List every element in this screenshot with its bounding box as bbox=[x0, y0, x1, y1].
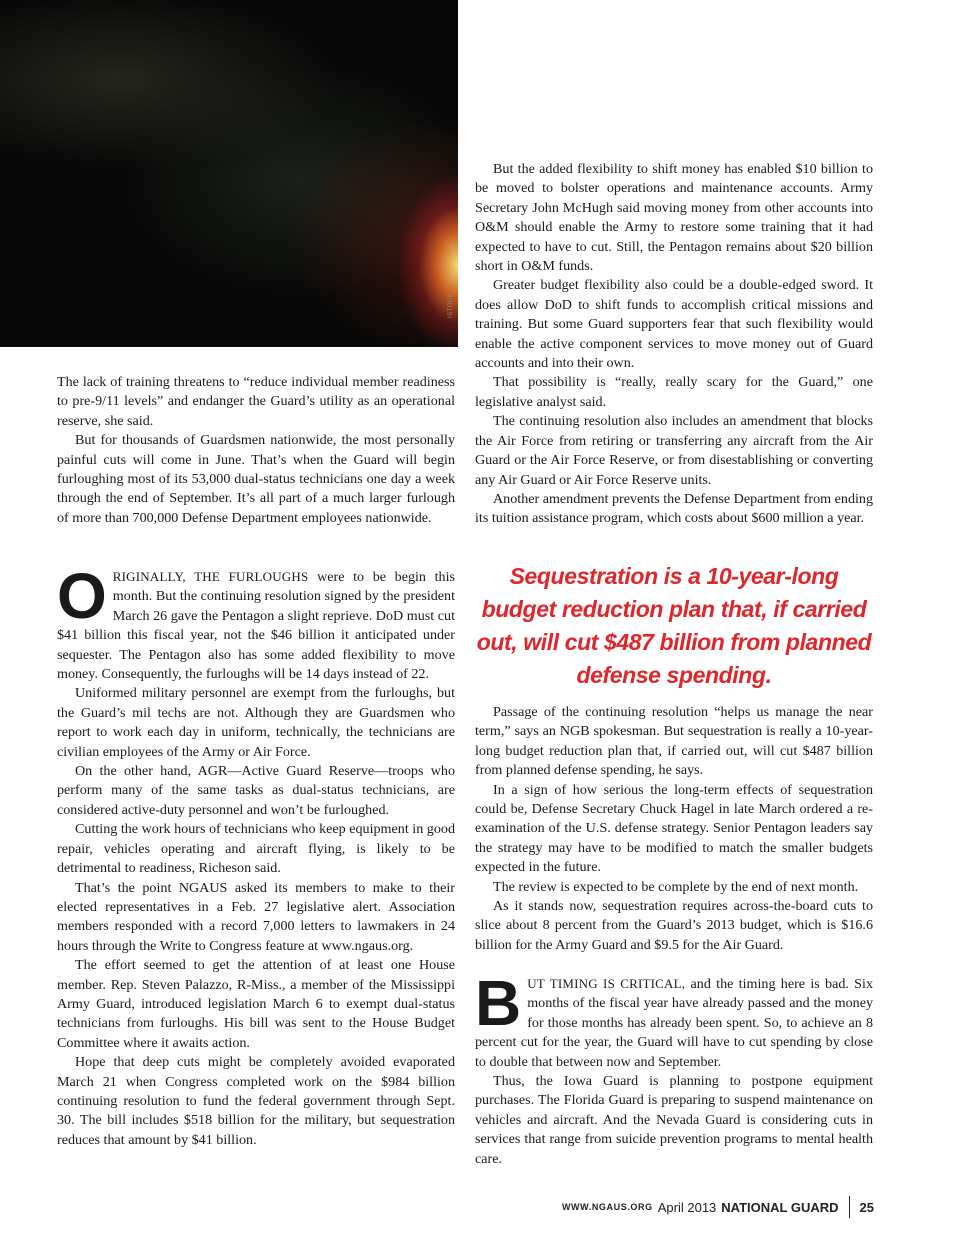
paragraph: On the other hand, AGR—Active Guard Reserve—troops who perform many of the same tasks as dual-status technicians, are considered active-duty personnel and won’t be furloughed. bbox=[57, 763, 455, 818]
paragraph: In a sign of how serious the long-term effects of sequestration could be, Defense Secretary Chuck Hagel in late March ordered a re-examination of the U.S. defense strategy. Senior Pentagon leaders say the strategy may have to be modified to match the smaller budgets expected in the future. bbox=[475, 781, 873, 876]
dropcap-b: B bbox=[475, 967, 522, 1039]
right-column-middle bbox=[475, 703, 873, 955]
dropcap-o: O bbox=[57, 560, 107, 632]
footer-magazine-name: NATIONAL GUARD bbox=[721, 1199, 839, 1215]
footer-divider bbox=[849, 1196, 850, 1218]
lead-in-text: were to be begin this month. But the continuing resolution signed by the president March 26 gave the Pentagon a slight reprieve. DoD must cut $41 billion this fiscal year, not the $46 billion it anticipated under sequester. The Pentagon also has some added flexibility to move money. Consequently, the furloughs will be 14 days instead of 22. bbox=[57, 569, 455, 683]
night-lights-photo bbox=[0, 0, 458, 347]
paragraph: Uniformed military personnel are exempt from the furloughs, but the Guard’s mil techs are not. Although they are Guardsmen who report to work each day in uniform, technically, the technicians are civilian employees of the Army or Air Force. bbox=[57, 685, 455, 760]
page-footer bbox=[562, 1196, 874, 1218]
paragraph: Hope that deep cuts might be completely avoided evaporated March 21 when Congress completed work on the $984 billion continuing resolution to fund the federal government through Sept. 30. The bill includes $518 billion for the military, but sequestration reduces that amount by $41 billion. bbox=[57, 1054, 455, 1148]
left-column-intro bbox=[57, 373, 455, 528]
paragraph: But for thousands of Guardsmen nationwide, the most personally painful cuts will come in June. That’s when the Guard will begin furloughing most of its 53,000 dual-status technicians one day a week through the end of September. It’s all part of a much larger furlough of more than 700,000 Defense Department employees nationwide. bbox=[57, 432, 455, 526]
paragraph: The effort seemed to get the attention of at least one House member. Rep. Steven Palazzo, R-Miss., a member of the Mississippi Army Guard, introduced legislation March 6 to exempt dual-status technicians from furloughs. His bill was sent to the House Budget Committee where it awaits action. bbox=[57, 957, 455, 1051]
lead-in-text: and the timing here is bad. Six months of the fiscal year have already passed and the money for those months has already been spent. So, to achieve an 8 percent cut for the year, the Guard will have to cut spending by close to double that between now and September. bbox=[475, 976, 873, 1070]
lead-in-smallcaps: RIGINALLY, THE FURLOUGHS bbox=[112, 569, 309, 584]
paragraph: Thus, the Iowa Guard is planning to postpone equipment purchases. The Florida Guard is preparing to suspend maintenance on vehicles and aircraft. And the Nevada Guard is considering cuts in services that range from suicide prevention programs to mental health care. bbox=[475, 1073, 873, 1167]
photo-credit: ISTOCK bbox=[448, 292, 454, 318]
section-lead-paragraph bbox=[475, 967, 873, 1072]
paragraph: Cutting the work hours of technicians who keep equipment in good repair, vehicles operating and aircraft flying, is likely to be detrimental to readiness, Richeson said. bbox=[57, 821, 455, 877]
paragraph: Greater budget flexibility also could be a double-edged sword. It does allow DoD to shift funds to accomplish critical missions and training. But some Guard supporters fear that such flexibility would enable the active component services to move money out of Guard accounts and into their own. bbox=[475, 277, 873, 372]
paragraph: Another amendment prevents the Defense Department from ending its tuition assistance program, which costs about $600 million a year. bbox=[475, 490, 874, 527]
paragraph: Passage of the continuing resolution “helps us manage the near term,” says an NGB spokesman. But sequestration is really a 10-year-long budget reduction plan that, if carried out, will cut $487 billion from planned defense spending, he says. bbox=[475, 704, 873, 779]
left-column-section bbox=[57, 560, 455, 1150]
paragraph: But the added flexibility to shift money has enabled $10 billion to be moved to bolster operations and maintenance accounts. Army Secretary John McHugh said moving money from other accounts into O&M should enable the Army to restore some training that it had expected to have to cut. Still, the Pentagon remains about $20 billion short in O&M funds. bbox=[475, 161, 873, 275]
paragraph: The review is expected to be complete by the end of next month. bbox=[493, 878, 859, 895]
pull-quote: Sequestration is a 10-year-long budget reduction plan that, if carried out, will cut $487 billion from planned defense spending. bbox=[476, 563, 872, 688]
section-lead-paragraph bbox=[57, 560, 455, 684]
paragraph: As it stands now, sequestration requires across-the-board cuts to slice about 8 percent from the Guard’s 2013 budget, which is $16.6 billion for the Army Guard and $9.5 for the Air Guard. bbox=[475, 898, 873, 953]
footer-url: WWW.NGAUS.ORG bbox=[561, 1202, 653, 1212]
paragraph: The lack of training threatens to “reduce individual member readiness to pre-9/11 levels” and endanger the Guard’s utility as an operational reserve, she said. bbox=[57, 374, 455, 429]
paragraph: The continuing resolution also includes an amendment that blocks the Air Force from retiring or transferring any aircraft from the Air Guard or the Air Force Reserve, or from disestablishing or converting any Air Guard or Air Force Reserve units. bbox=[475, 413, 873, 488]
lead-in-smallcaps: UT TIMING IS CRITICAL, bbox=[527, 976, 686, 991]
page-number: 25 bbox=[859, 1199, 874, 1215]
footer-date: April 2013 bbox=[657, 1199, 717, 1215]
paragraph: That’s the point NGAUS asked its members to make to their elected representatives in a Feb. 27 legislative alert. Association members responded with a record 7,000 letters to lawmakers in 24 hours through the Write to Congress feature at www.ngaus.org. bbox=[57, 879, 455, 954]
right-column-section bbox=[475, 967, 873, 1169]
right-column-intro bbox=[475, 160, 873, 529]
paragraph: That possibility is “really, really scary for the Guard,” one legislative analyst said. bbox=[475, 374, 873, 410]
